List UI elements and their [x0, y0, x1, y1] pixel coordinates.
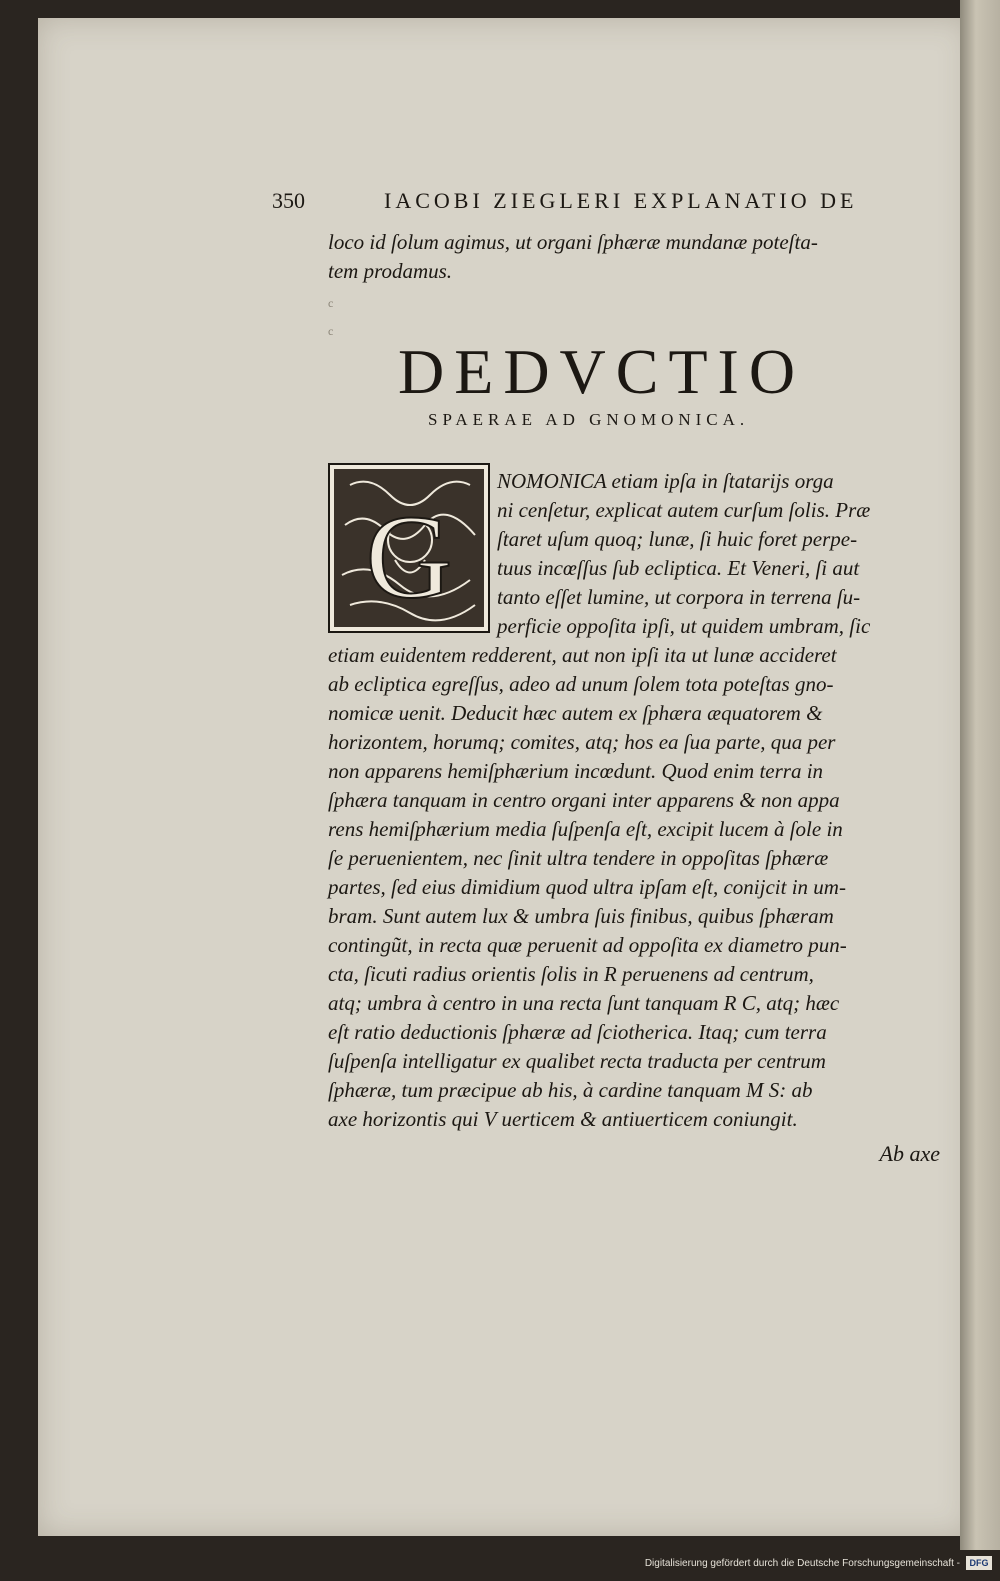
decorated-initial: [328, 463, 490, 633]
text-line: partes, ſed eius dimidium quod ultra ipſam eſt, conijcit in um-: [328, 875, 846, 899]
initial-letter: G: [365, 490, 453, 623]
text-line: ſuſpenſa intelligatur ex qualibet recta traducta per centrum: [328, 1049, 826, 1073]
section-title: DEDVCTIO: [398, 336, 806, 407]
first-lines: [497, 467, 945, 641]
woodcut-initial-image: [330, 465, 488, 631]
text-line: ſtaret uſum quoq; lunæ, ſi huic foret perpe-: [497, 527, 858, 551]
text-line: ſphæræ, tum præcipue ab his, à cardine tanquam M S: ab: [328, 1078, 813, 1102]
text-line: non apparens hemiſphærium incœdunt. Quod enim terra in: [328, 759, 824, 783]
intro-paragraph: [328, 228, 943, 286]
body-paragraph: [328, 641, 948, 1134]
text-line: NOMONICA etiam ipſa in ſtatarijs orga: [497, 469, 834, 493]
text-line: contingũt, in recta quæ peruenit ad oppoſita ex diametro pun-: [328, 933, 847, 957]
text-line: ſe peruenientem, nec ſinit ultra tendere in oppoſitas ſphæræ: [328, 846, 829, 870]
text-line: rens hemiſphærium media ſuſpenſa eſt, excipit lucem à ſole in: [328, 817, 843, 841]
intro-line: tem prodamus.: [328, 259, 453, 283]
stray-mark: c: [328, 296, 334, 310]
section-subtitle: SPAERAE AD GNOMONICA.: [428, 410, 750, 429]
text-line: horizontem, horumq; comites, atq; hos ea ſua parte, qua per: [328, 730, 836, 754]
text-line: tuus incœſſus ſub ecliptica. Et Veneri, ſi aut: [497, 556, 860, 580]
running-head-title: IACOBI ZIEGLERI EXPLANATIO DE: [384, 188, 858, 213]
text-line: cta, ſicuti radius orientis ſolis in R peruenens ad centrum,: [328, 962, 814, 986]
dfg-logo: DFG: [966, 1556, 992, 1570]
folio-number: 350: [272, 188, 305, 213]
stray-mark: c: [328, 324, 334, 338]
text-line: perficie oppoſita ipſi, ut quidem umbram, ſic: [497, 614, 871, 638]
text-line: atq; umbra à centro in una recta ſunt tanquam R C, atq; hæc: [328, 991, 840, 1015]
text-line: etiam euidentem redderent, aut non ipſi ita ut lunæ accideret: [328, 643, 837, 667]
catchword: Ab axe: [879, 1141, 940, 1166]
running-head: [272, 188, 922, 218]
text-line: tanto eſſet lumine, ut corpora in terrena ſu-: [497, 585, 861, 609]
text-line: axe horizontis qui V uerticem & antiuerticem coniungit.: [328, 1107, 798, 1131]
footer-credit: Digitalisierung gefördert durch die Deutsche Forschungsgemeinschaft -: [644, 1558, 960, 1569]
page-gutter: [960, 0, 1000, 1550]
text-line: ni cenſetur, explicat autem curſum ſolis. Præ: [497, 498, 871, 522]
text-line: eſt ratio deductionis ſphæræ ad ſciotherica. Itaq; cum terra: [328, 1020, 827, 1044]
text-line: ſphæra tanquam in centro organi inter apparens & non appa: [328, 788, 840, 812]
intro-line: loco id ſolum agimus, ut organi ſphæræ mundanæ poteſta-: [328, 230, 818, 254]
text-line: nomicæ uenit. Deducit hæc autem ex ſphæra æquatorem &: [328, 701, 823, 725]
text-line: ab ecliptica egreſſus, adeo ad unum ſolem tota poteſtas gno-: [328, 672, 834, 696]
text-line: bram. Sunt autem lux & umbra ſuis finibus, quibus ſphæram: [328, 904, 834, 928]
